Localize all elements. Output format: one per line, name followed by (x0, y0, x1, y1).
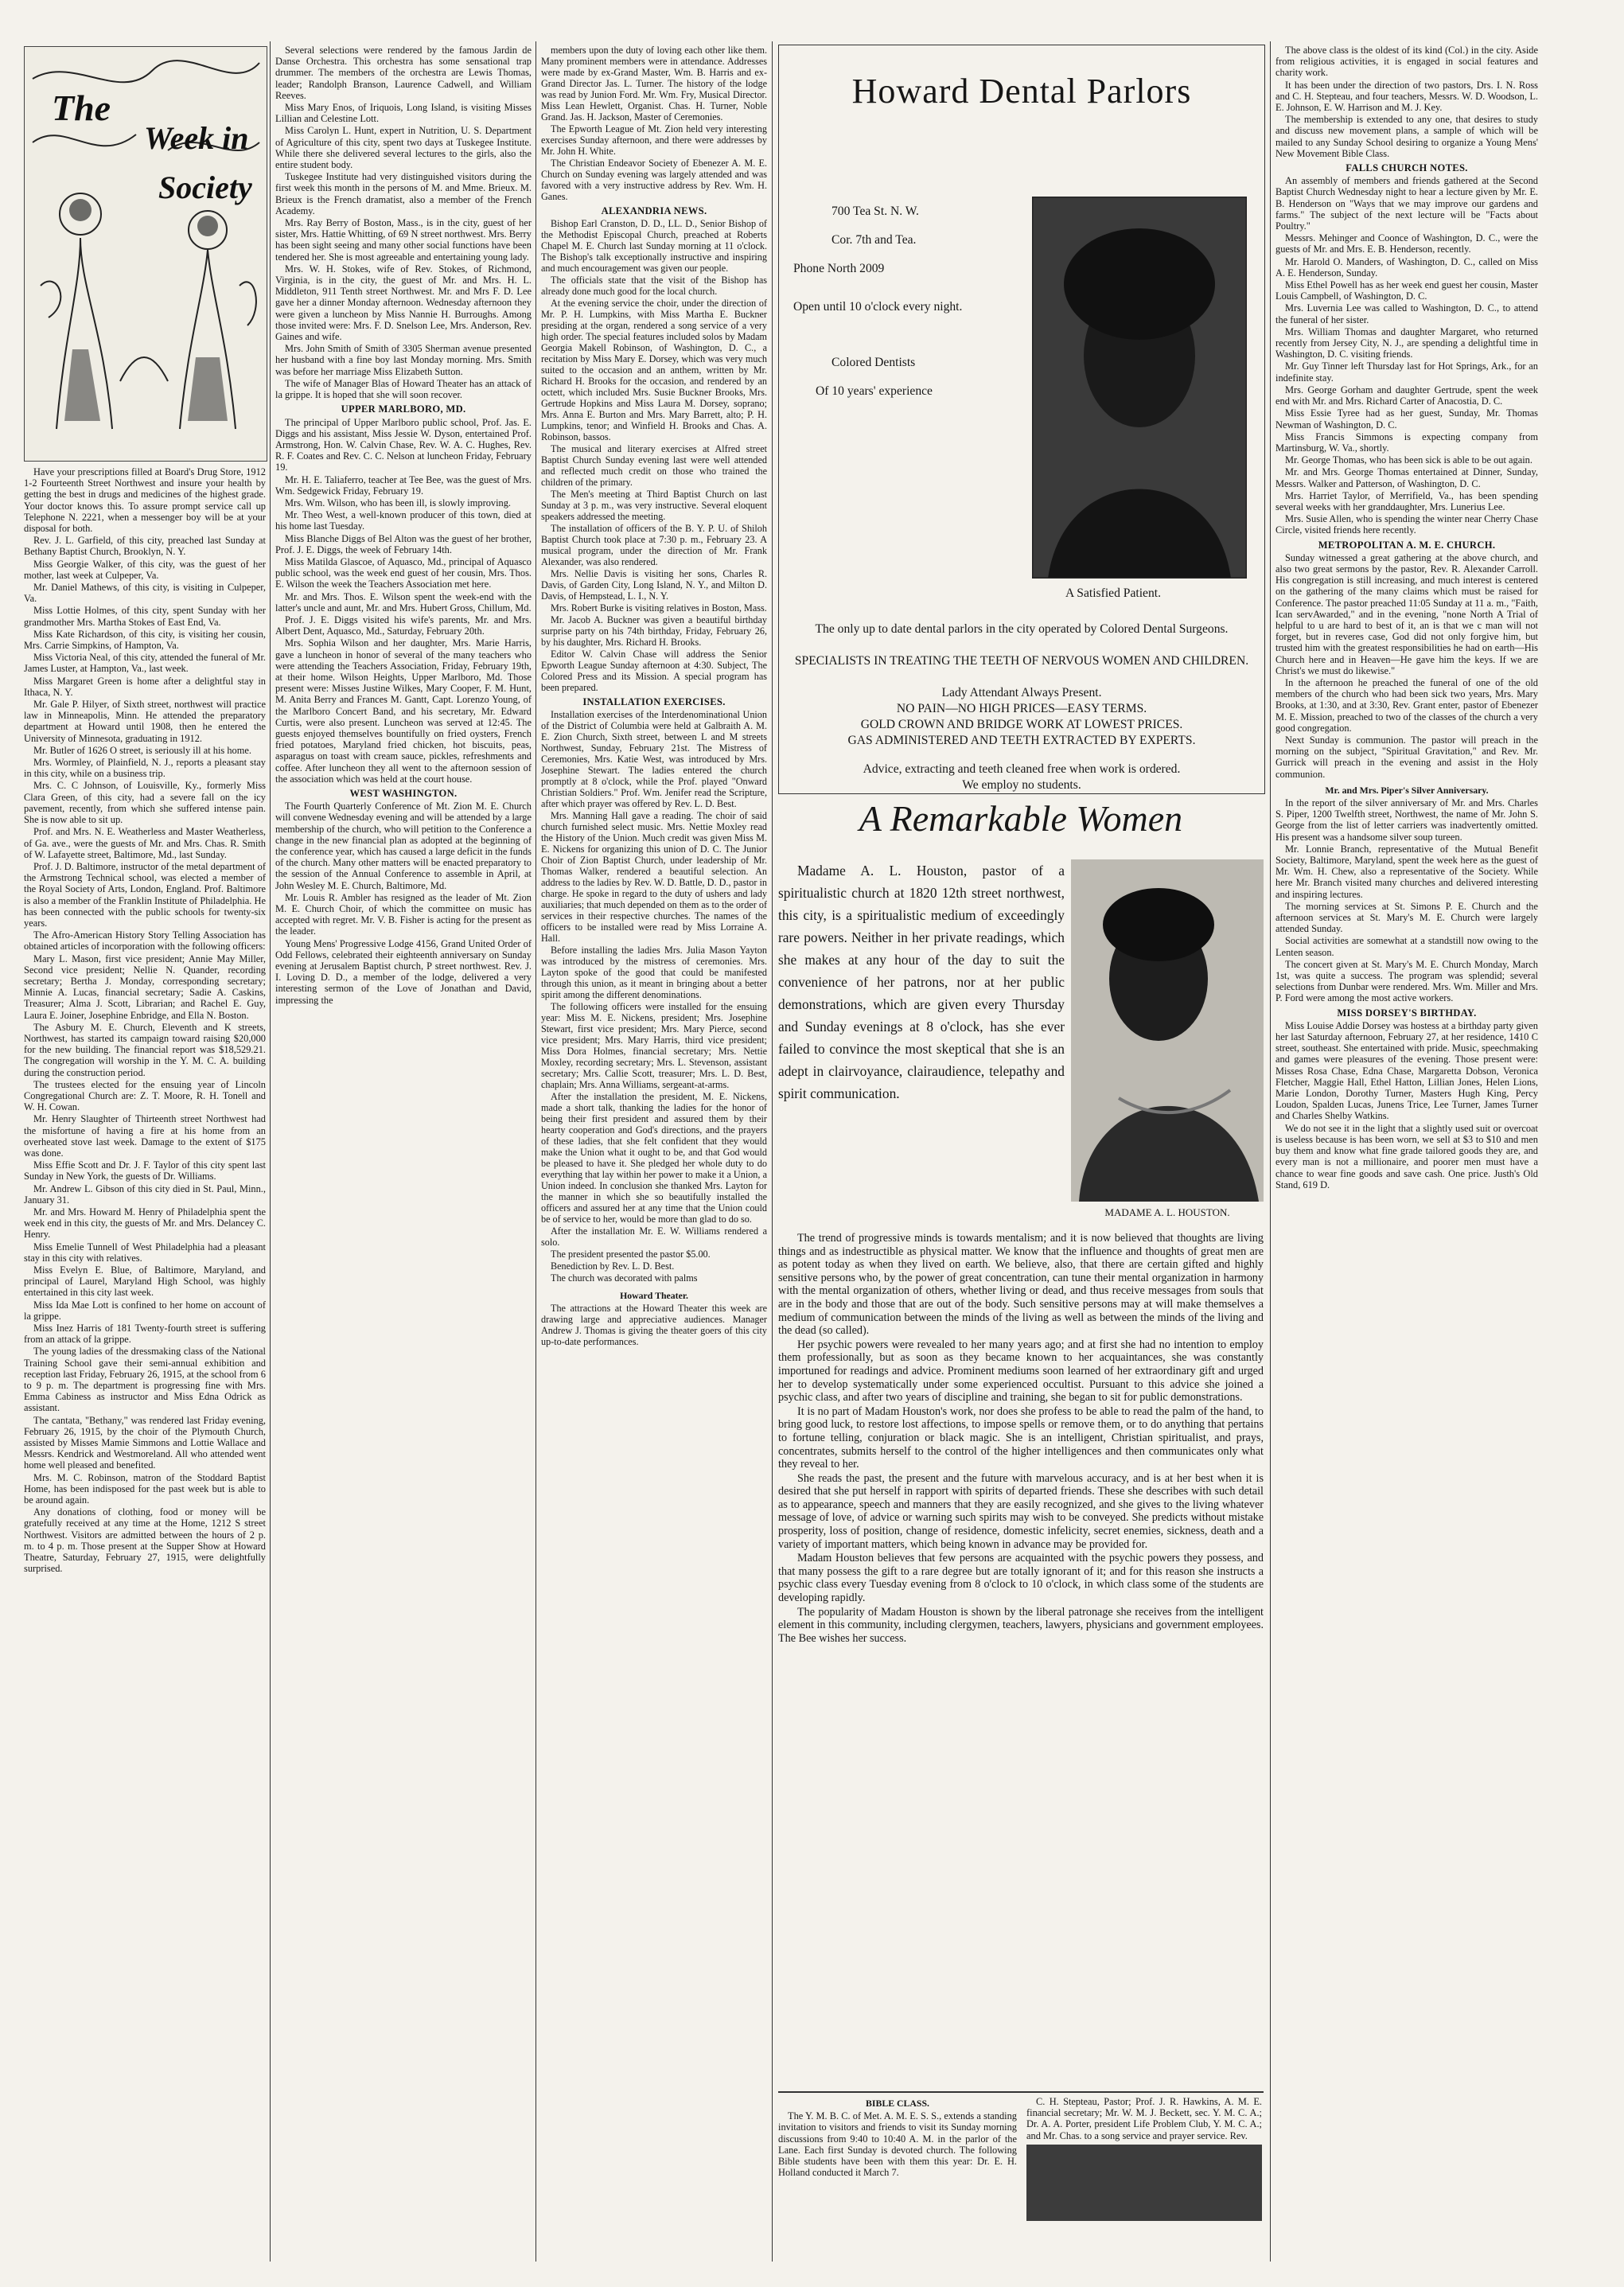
dental-advertisement (778, 45, 1265, 794)
news-paragraph: Sunday witnessed a great gathering at the above church, and also two great sermons by the pastor, Rev. R. Alexander Carroll. His congregation is still increasing, and much interest is centered on the gathering of the many claims which must be raised for Conference. The pastor preached 11:05 Sunday at 11 a. m., "Faith, Ican servAwarded," and in the evening, "none North A Trial of helpful to u are hard to best of it, an is that we c man will not forget, but in reveres case, God did not only forgive him, but trusted him with the greatest responsibilities he had on earth—His Church here and in Heaven—He gave him the keys. If we are Christ's we must do likewise." (1275, 551, 1538, 676)
news-paragraph: The trustees elected for the ensuing year of Lincoln Congregational Church are: Z. T. Moore, R. H. Tonell and W. H. Cowan. (24, 1078, 266, 1113)
news-paragraph: The Asbury M. E. Church, Eleventh and K streets, Northwest, has started its campaign toward raising $20,000 for the new building. The financial report was $18,529.21. The congregation will worship in the Y. M. C. A. building during the construction period. (24, 1021, 266, 1078)
news-paragraph: Miss Essie Tyree had as her guest, Sunday, Mr. Thomas Newman of Washington, D. C. (1275, 407, 1538, 431)
dental-line-4: NO PAIN—NO HIGH PRICES—EASY TERMS. (896, 702, 1147, 715)
howard-theater-notes (541, 1303, 767, 1347)
news-paragraph: The president presented the pastor $5.00. (551, 1249, 711, 1260)
news-paragraph: Miss Carolyn L. Hunt, expert in Nutrition, U. S. Department of Agriculture of this city, spent two days at Tuskegee Institute. While there she delivered several lectures to the girls, also the entire student body. (275, 125, 532, 171)
news-paragraph: Mr. Guy Tinner left Thursday last for Hot Springs, Ark., for an indefinite stay. (1275, 360, 1538, 384)
masthead-word-week: Week in (144, 120, 249, 156)
news-paragraph: Miss Louise Addie Dorsey was hostess at a birthday party given her last Saturday afternoon, February 27, at her residence, 1410 C street, southeast. She entertained with pride. Music, speechmaking and games were pleasures of the evening. Those present were: Misses Rosa Chase, Edna Chase, Margaretta Dobson, Veronica Fletcher, Maggie Hall, Ethel Hatton, Lillian Jones, Helen Lions, Marie London, Dorothy Turner, Masters Hugh King, Percy Loudon, Spalden Lucas, Junens Trice, Lee Turner, James Turner and Charles Shelby Watkins. (1275, 1019, 1538, 1122)
column-1 (24, 466, 266, 2273)
installation-notes (541, 709, 767, 1284)
news-paragraph: Tuskegee Institute had very distinguished visitors during the first week this month in the persons of M. and Mme. Brieux. M. Brieux is the French dramatist, also a member of the French Academy. (275, 171, 532, 216)
upper-marlboro-heading: UPPER MARLBORO, MD. (341, 403, 466, 415)
news-paragraph: The young ladies of the dressmaking class of the National Training School gave their semi-annual exhibition and reception last Friday, February 26, 1915, at the school from 6 to 9 p. m. The department is progressing fine with Mrs. Emma Cabiness as instructor and Miss Edna Odrick as assistant. (24, 1346, 266, 1414)
alexandria-heading: ALEXANDRIA NEWS. (601, 205, 707, 216)
news-paragraph: The cantata, "Bethany," was rendered last Friday evening, February 26, 1915, by the choir of the Plymouth Church, assisted by Misses Mamie Simmons and Lottie Wallace and Messrs. Kendrick and Westmoreland. All who attended went home well pleased and benefited. (24, 1414, 266, 1471)
news-paragraph: Miss Evelyn E. Blue, of Baltimore, Maryland, and principal of Laurel, Maryland High School, was highly entertained in this city last week. (24, 1264, 266, 1299)
dental-experience: Of 10 years' experience (816, 384, 933, 398)
news-paragraph: The following officers were installed for the ensuing year: Miss M. E. Nickens, president; Mrs. Josephine Stewart, first vice president; Mrs. Mary Pierce, second vice president; Mrs. Mary Harris, third vice president; Miss Dora Holmes, financial secretary; Mrs. Nettie Moxley, recording secretary; Mrs. L. Stevenson, assistant secretary; Mrs. Callie Scott, treasurer; Mrs. L. D. Best, chaplain; Mrs. Anna Williams, sergeant-at-arms. (541, 1001, 767, 1090)
news-paragraph: Mr. George Thomas, who has been sick is able to be out again. (1285, 454, 1532, 466)
lodge-notes (541, 45, 767, 202)
masthead-illustration (25, 47, 267, 461)
howard-theater-heading: Howard Theater. (620, 1290, 688, 1301)
news-paragraph: Mrs. George Gorham and daughter Gertrude, spent the week end with Mr. and Mrs. Richard Carter of Anacostia, D. C. (1275, 384, 1538, 407)
satisfied-patient-photo (1032, 197, 1247, 579)
column-rule (535, 41, 536, 2262)
news-paragraph: Benediction by Rev. L. D. Best. (551, 1260, 675, 1272)
madame-houston-caption: MADAME A. L. HOUSTON. (1104, 1206, 1230, 1218)
news-paragraph: Miss Margaret Green is home after a delightful stay in Ithaca, N. Y. (24, 675, 266, 698)
news-paragraph: Mrs. Ray Berry of Boston, Mass., is in the city, guest of her sister, Mrs. Hattie Whitting, of 69 N street northwest. Mrs. Berry has been sight seeing and many other social functions have been tendered her. She is most agreeable and entertaining young lady. (275, 217, 532, 263)
society-notes (24, 466, 266, 1575)
masthead-word-the: The (52, 88, 111, 128)
news-paragraph: Mrs. William Thomas and daughter Margaret, who returned recently from Jersey City, N. J., are spending a delightful time in Washington, D. C. visiting friends. (1275, 325, 1538, 360)
column-rule (270, 41, 271, 2262)
news-paragraph: Mrs. W. H. Stokes, wife of Rev. Stokes, of Richmond, Virginia, is in the city, the guest of Mr. and Mrs. H. L. Middleton, 911 Tenth street Northwest. Mr. and Mrs F. D. Lee gave her a dinner Monday afternoon. Wednesday afternoon they were given a luncheon by Miss Nannie H. Burroughs. Among those invited were: Mrs. F. D. Snelson Lee, Mrs. Anderson, Rev. Gaines and wife. (275, 263, 532, 343)
article-paragraph: Madam Houston believes that few persons are acquainted with the psychic powers they possess, and that many possess the gift to a rare degree but are totally ignorant of it; and for this reason she instructs a psychic class every Tuesday evening from 8 o'clock to 10 o'clock, in which class some of the students are developing rapidly. (778, 1552, 1264, 1605)
bible-class-notes (1275, 45, 1538, 159)
news-paragraph: Miss Kate Richardson, of this city, is visiting her cousin, Mrs. Carrie Simpkins, of Hampton, Va. (24, 628, 266, 652)
bible-class-group-photo (1026, 2145, 1262, 2221)
dental-phone: Phone North 2009 (793, 262, 885, 275)
column-rule (772, 41, 773, 2262)
news-paragraph: Mrs. Wm. Wilson, who has been ill, is slowly improving. (285, 497, 512, 508)
metropolitan-notes (1275, 552, 1538, 780)
satisfied-patient-caption: A Satisfied Patient. (1065, 586, 1161, 600)
news-paragraph: An assembly of members and friends gathered at the Second Baptist Church Wednesday night to hear a lecture given by Mr. E. B. Henderson on "Ways that we may improve our gardens and farms." The subject of the next lecture will be "Facts about Poultry." (1275, 175, 1538, 232)
masthead-word-society: Society (158, 169, 252, 205)
news-paragraph: Several selections were rendered by the famous Jardin de Danse Orchestra. This orchestra has some sensational trap drummer. The members of the orchestra are Lewis Thomas, leader; Randolph Branson, Laurence Cadwell, and William Reeves. (275, 45, 532, 101)
news-paragraph: Miss Blanche Diggs of Bel Alton was the guest of her brother, Prof. J. E. Diggs, the week of February 14th. (275, 532, 532, 555)
news-paragraph: Mrs. Harriet Taylor, of Merrifield, Va., has been spending several weeks with her granddaughter, Mrs. Lunerius Lee. (1275, 489, 1538, 512)
article-paragraph: The popularity of Madam Houston is shown by the liberal patronage she receives from the intelligent element in this community, including clergymen, teachers, lawyers, physicians and government employees. The Bee wishes her success. (778, 1605, 1264, 1645)
news-paragraph: Editor W. Calvin Chase will address the Senior Epworth League Sunday afternoon at 4:30. Subject, The Colored Press and its Mission. A special program has been prepared. (541, 649, 767, 693)
news-paragraph: Miss Ethel Powell has as her week end guest her cousin, Master Louis Campbell, of Washington, D. C. (1275, 279, 1538, 302)
news-paragraph: Mr. Andrew L. Gibson of this city died in St. Paul, Minn., January 31. (24, 1182, 266, 1206)
news-paragraph: Social activities are somewhat at a standstill now owing to the Lenten season. (1275, 935, 1538, 958)
news-paragraph: The above class is the oldest of its kind (Col.) in the city. Aside from religious activities, it is engaged in social features and charity work. (1275, 45, 1538, 79)
remarkable-women-title: A Remarkable Women (859, 798, 1183, 839)
news-paragraph: After the installation Mr. E. W. Williams rendered a solo. (541, 1225, 767, 1248)
news-paragraph: Miss Inez Harris of 181 Twenty-fourth street is suffering from an attack of la grippe. (24, 1323, 266, 1346)
dental-ad-title: Howard Dental Parlors (851, 72, 1192, 111)
news-paragraph: After the installation the president, M. E. Nickens, made a short talk, thanking the ladies for the honor of being their first president and assured them by their hearty cooperation and God's directions, and the prayers of these ladies, that she felt confident that they would make the Union what it ought to be, and that God would be pleased to have it. She pledged her whole duty to do everything that lay within her power to make it a Union, a Union indeed. In conclusion she thanked Mrs. Layton for the manner in which she so beautifully installed the officers and assured her at any time that the Union could be of service to her, would be more than glad to do so. (541, 1091, 767, 1225)
west-washington-notes (275, 801, 532, 1006)
article-paragraph: The trend of progressive minds is towards mentalism; and it is now believed that thoughts are living things and as indestructible as physical matter. We know that the influence and thoughts of great men are as potent today as when they lived on earth. We believe, also, that there are certain gifted and highly sensitive persons who, by the power of great concentration, can tune their mental organization in harmony with the mental organization of others, whether living or dead, and thus receive messages from souls that are in the body and those that are out of the body. Such sensitive persons may at will make themselves a medium of communication between the minds of the living as well as between the minds of the living and the dead (so called). (778, 1232, 1264, 1338)
news-paragraph: Mr. Louis R. Ambler has resigned as the leader of Mt. Zion M. E. Church Choir, of which the committee on music has accepted with regret. Mr. V. B. Fisher is acting for the present as the leader. (275, 891, 532, 937)
news-paragraph: Mr. H. E. Taliaferro, teacher at Tee Bee, was the guest of Mrs. Wm. Sedgewick Friday, February 19. (275, 473, 532, 497)
madame-houston-photo (1071, 859, 1264, 1202)
news-paragraph: Mr. Harold O. Manders, of Washington, D. C., called on Miss A. E. Henderson, Sunday. (1275, 255, 1538, 279)
bible-class-right (1026, 2096, 1262, 2221)
news-paragraph: Miss Ida Mae Lott is confined to her home on account of la grippe. (24, 1299, 266, 1322)
column-4 (1275, 45, 1538, 2273)
bible-class-heading: BIBLE CLASS. (866, 2098, 929, 2109)
news-paragraph: Miss Francis Simmons is expecting company from Martinsburg, W. Va., shortly. (1275, 431, 1538, 454)
news-paragraph: The attractions at the Howard Theater this week are drawing large and appreciative audiences. Manager Andrew J. Thomas is giving the theater goers of this city up-to-date performances. (541, 1303, 767, 1347)
column-rule (1270, 41, 1271, 2262)
news-paragraph: The Men's meeting at Third Baptist Church on last Sunday at 3 p. m., was very instructive. Several eloquent speakers addressed the meeting. (541, 489, 767, 522)
dental-line-6: GAS ADMINISTERED AND TEETH EXTRACTED BY EXPERTS. (847, 734, 1196, 747)
news-paragraph: Mr. Theo West, a well-known producer of this town, died at his home last Tuesday. (275, 509, 532, 532)
remarkable-women-body (778, 1232, 1264, 1646)
dental-line-1: The only up to date dental parlors in the city operated by Colored Dental Surgeons. (815, 622, 1229, 636)
news-paragraph: Mr. and Mrs. Howard M. Henry of Philadelphia spent the week end in this city, the guests of Mr. and Mrs. Delancey C. Henry. (24, 1206, 266, 1241)
bible-class-section (778, 2091, 1264, 2242)
piper-anniversary-heading: Mr. and Mrs. Piper's Silver Anniversary. (1325, 784, 1489, 796)
news-paragraph: The church was decorated with palms (551, 1272, 698, 1284)
news-paragraph: Miss Matilda Glascoe, of Aquasco, Md., principal of Aquasco public school, was the week end guest of her cousin, Mrs. Thos. E. Wilson the week the Teachers Association met here. (275, 555, 532, 590)
news-paragraph: Miss Victoria Neal, of this city, attended the funeral of Mr. James Luster, at Hampton, Va., last week. (24, 652, 266, 675)
west-washington-heading: WEST WASHINGTON. (349, 788, 458, 799)
news-paragraph: Bishop Earl Cranston, D. D., LL. D., Senior Bishop of the Methodist Episcopal Church, preached at Roberts Chapel M. E. Church last Sunday morning at 11 o'clock. The Bishop's talk exceptionally instructive and inspiring and much encouragement was given our people. (541, 218, 767, 274)
article-paragraph: It is no part of Madam Houston's work, nor does she profess to be able to read the palm of the hand, to bring good luck, to restore lost affections, to impose spells or remove them, or to do anything that pertains to fortune telling, conjuration or black magic. She is an intelligent, Christian spiritualist, and prays, concentrates, submits herself to the control of the higher intelligences and then communicates only what they reveal to her. (778, 1405, 1264, 1471)
news-paragraph: Prof. and Mrs. N. E. Weatherless and Master Weatherless, of Ga. ave., were the guests of Mr. and Mrs. Chas. R. Smith of W. Lafayette street, Baltimore, Md., last Sunday. (24, 826, 266, 860)
news-paragraph: Miss Lottie Holmes, of this city, spent Sunday with her grandmother Mrs. Martha Stokes of East End, Va. (24, 605, 266, 628)
bible-class-left (778, 2096, 1017, 2179)
news-paragraph: Mrs. Sophia Wilson and her daughter, Mrs. Marie Harris, gave a luncheon in honor of several of the many teachers who were attending the Teachers Association, Friday, February 19th, at their home. Wilson Heights, Upper Marlboro, Md. Those present were: Misses Justine Wilkes, Mary Cooper, F. M. Hunt, M. Anita Berry and Frances M. Gantt, Capt. Lorenzo Young, of the Marlboro Concert Band, and his secretary, Mr. Edward Curtis, were also present. Luncheon was served at 12:45. The guests enjoyed themselves bountifully on fried oysters, French fried potatoes, Maryland fried chicken, hot biscuits, peas, asparagus on toast with cream sauce, pickles, refreshments and coffee. After luncheon they all went to the afternoon session of the association which was held at the court house. (275, 637, 532, 785)
remarkable-women-paragraphs (778, 1232, 1264, 1645)
news-paragraph: Rev. J. L. Garfield, of this city, preached last Sunday at Bethany Baptist Church, Brooklyn, N. Y. (24, 535, 266, 558)
bible-class-left-text: The Y. M. B. C. of Met. A. M. E. S. S., extends a standing invitation to visitors and friends to visit its Sunday morning discussions from 9:40 to 10:40 A. M. in the parlor of the Lane. Each first Sunday is devoted church. The following Bible students have been with them this year: Dr. E. H. Holland conducted it March 7. (778, 2110, 1017, 2179)
news-paragraph: Mr. and Mrs. Thos. E. Wilson spent the week-end with the latter's uncle and aunt, Mr. and Mrs. Hubert Gross, Chillum, Md. (275, 590, 532, 614)
news-paragraph: Mr. Butler of 1626 O street, is seriously ill at his home. (33, 744, 251, 756)
news-paragraph: Mrs. John Smith of Smith of 3305 Sherman avenue presented her husband with a fine boy last Monday morning. Mrs. Smith was before her marriage Miss Elizabeth Sutton. (275, 343, 532, 377)
news-paragraph: The Afro-American History Story Telling Association has obtained articles of incorporation with the following officers: (24, 929, 266, 953)
piper-anniversary-notes (1275, 797, 1538, 1004)
news-paragraph: Have your prescriptions filled at Board's Drug Store, 1912 1-2 Fourteenth Street Northwest and insure your health by getting the best in drugs and medicines of the highest grade. Your doctor knows this. To assure prompt service call up Telephone N. 2221, when a messenger boy will be at your disposal for both. (24, 466, 266, 535)
article-paragraph: She reads the past, the present and the future with marvelous accuracy, and is at her best when it is desired that she put herself in rapport with spirits of departed friends. These she describes with such detail as to appearance, speech and manners that they are easily recognized, and she gives to the living whatever message of love, of advice or warning such spirits may wish to be conveyed. She predicts without mistake prosperity, loss of position, change of residence, domestic infelicity, secret enemies, sickness, death and a variety of important matters, which being known in advance may be provided for. (778, 1471, 1264, 1551)
news-paragraph: members upon the duty of loving each other like them. Many prominent members were in attendance. Addresses were made by ex-Grand Master, Wm. B. Harris and ex-Grand Director Jas. L. Turner. The history of the lodge was read by Junion Ford. Mr. Wm. Fry, Musical Director. Miss Lean Hewlett, Organist. Chas. H. Turner, Noble Grand. Jas. H. Jackson, Master of Ceremonies. (541, 45, 767, 123)
news-paragraph: Mr. Gale P. Hilyer, of Sixth street, northwest will practice law in Minneapolis, Minn. He attended the preparatory department at Howard until 1908, then he entered the University of Minnesota, graduating in 1912. (24, 699, 266, 744)
news-paragraph: Miss Effie Scott and Dr. J. F. Taylor of this city spent last Sunday in New York, the guests of Dr. Williams. (24, 1159, 266, 1182)
news-paragraph: Mr. Daniel Mathews, of this city, is visiting in Culpeper, Va. (24, 582, 266, 605)
dorsey-birthday-heading: MISS DORSEY'S BIRTHDAY. (1337, 1007, 1477, 1019)
article-paragraph: Her psychic powers were revealed to her many years ago; and at first she had no intention to employ them professionally, but as soon as they became known to her acquaintances, she was constantly importuned for readings and advice. Prominent mediums soon learned of her extraordinary gift and urged her to develop systematically under some experienced occultist. Pursuant to this advice she joined a psychic class, and after two years of discipline and training, she began to sit for public demonstrations. (778, 1338, 1264, 1405)
news-paragraph: The Christian Endeavor Society of Ebenezer A. M. E. Church on Sunday evening was largely attended and was favored with a very instructive address by Rev. Wm. H. Ganes. (541, 158, 767, 202)
news-paragraph: The officials state that the visit of the Bishop has already done much good for the local church. (541, 275, 767, 297)
houston-portrait (1071, 859, 1264, 1202)
upper-marlboro-notes (275, 417, 532, 785)
dental-address-1: 700 Tea St. N. W. (831, 205, 919, 218)
news-paragraph: Mr. Jacob A. Buckner was given a beautiful birthday surprise party on his 74th birthday, Friday, February 26, by his daughter, Mrs. Richard H. Brooks. (541, 614, 767, 648)
news-paragraph: Mr. Henry Slaughter of Thirteenth street Northwest had the misfortune of having a fire at his home from an overheated stove last week. Damage to the extent of $175 was done. (24, 1113, 266, 1159)
news-paragraph: Mrs. Manning Hall gave a reading. The choir of said church furnished select music. Mrs. Nettie Moxley read the History of the Union. Much credit was given Miss M. E. Nickens for organizing this union of D. C. The Junior Choir of Zion Baptist Church, under leadership of Mr. Thomas Walker, rendered a beautiful selection. An address to the ladies by Rev. W. D. Battle, D. D., pastor in charge. He spoke in regard to the duty of ushers and lady auxiliaries; that much depended on them as to the order of services in their respective churches. The names of the officers to be installed were read by Miss Lorraine A. Hall. (541, 810, 767, 944)
news-paragraph: Mrs. Robert Burke is visiting relatives in Boston, Mass. (551, 602, 767, 614)
installation-heading: INSTALLATION EXERCISES. (582, 696, 726, 707)
column-3 (541, 45, 767, 2273)
news-paragraph: The Fourth Quarterly Conference of Mt. Zion M. E. Church will convene Wednesday evening and will be attended by a large membership of the church, who will petition to the Conference a change in the new financial plan as adopted at the beginning of the conference year, which has caused a large deficit in the funds of the church. Many other matters will be enacted preparatory to the session of the Annual Conference to assemble in April, at John Wesley M. E. Church, Baltimore, Md. (275, 801, 532, 891)
news-paragraph: The principal of Upper Marlboro public school, Prof. Jas. E. Diggs and his assistant, Miss Jessie W. Dyson, entertained Prof. Armstrong, Hon. W. Calvin Chase, Rev. W. A. C. Hughes, Rev. R. F. Coates and Rev. C. C. Nelson at luncheon Friday, February 19. (275, 416, 532, 473)
dental-line-5: GOLD CROWN AND BRIDGE WORK AT LOWEST PRICES. (860, 718, 1183, 731)
news-paragraph: Mrs. Luvernia Lee was called to Washington, D. C., to attend the funeral of her sister. (1275, 302, 1538, 325)
news-paragraph: Messrs. Mehinger and Coonce of Washington, D. C., were the guests of Mr. and Mrs. E. B. Henderson, recently. (1275, 232, 1538, 255)
dental-line-3: Lady Attendant Always Present. (941, 686, 1102, 699)
bible-class-right-text: C. H. Stepteau, Pastor; Prof. J. R. Hawkins, A. M. E. financial secretary; Mr. W. M. J. Beckett, sec. Y. M. C. A.; Dr. A. A. Porter, president Life Problem Club, Y. M. C. A.; and Mr. Chas. to a song service and prayer service. Rev. (1026, 2096, 1262, 2141)
news-paragraph: The concert given at St. Mary's M. E. Church Monday, March 1st, was quite a success. The program was splendid; several selections from Dunbar were rendered. Mrs. Wm. Miller and Mrs. P. Ford were among the most active workers. (1275, 958, 1538, 1004)
dental-line-2: SPECIALISTS IN TREATING THE TEETH OF NERVOUS WOMEN AND CHILDREN. (794, 654, 1249, 668)
news-paragraph: Installation exercises of the Interdenominational Union of the District of Columbia were held at Galbraith A. M. E. Zion Church, Sixth street, between L and M streets Northwest, Sunday, February 21st. The Mistress of Ceremonies, Mrs. Katie West, was introduced by Mrs. Josephine Stewart. The ladies entered the church promptly at 8 o'clock, while the Prof. played "Onward Christian Soldiers." Prof. Wm. Jenifer read the Scripture, after which prayer was offered by Rev. L. D. Best. (541, 709, 767, 809)
news-paragraph: Miss Emelie Tunnell of West Philadelphia had a pleasant stay in this city with relatives. (24, 1241, 266, 1264)
news-paragraph: At the evening service the choir, under the direction of Mr. P. H. Lumpkins, with Miss Martha E. Buckner presiding at the organ, rendered a song service of a very high order. The special features included solos by Madam Georgia Makell Robinson, of Washington, D. C., a recitation by Miss Mary E. Dorsey, which was very much suited to the occasion and an anthem, written by Mr. Richard H. Brooks for the occasion, and rendered by an octett, which included Mrs. Susie Buckner Brooks, Mrs. Gertrude Hopkins and Miss Laura M. Dorsey, soprano; Mrs. Anna E. Burton and Mrs. Mary Barrett, alto; P. H. Lumpkins, tenor; and Winfield H. Brooks and Chas. A. Robinson, bassos. (541, 298, 767, 442)
news-paragraph: We do not see it in the light that a slightly used suit or overcoat is useless because is has been worn, we sell at $3 to $10 and men buy them and know what fine grade tailored goods they are, and every man is not a millionaire, and poorer men must have a chance to wear fine goods and save cash. One price. Justh's Old Stand, 619 D. (1275, 1122, 1538, 1190)
column-2 (275, 45, 532, 2273)
news-paragraph: Mrs. Wormley, of Plainfield, N. J., reports a pleasant stay in this city, while on a business trip. (24, 757, 266, 780)
dental-address-2: Cor. 7th and Tea. (831, 233, 917, 247)
alexandria-notes (541, 218, 767, 693)
news-paragraph: Mrs. Susie Allen, who is spending the winter near Cherry Chase Circle, visited friends here recently. (1275, 513, 1538, 536)
news-paragraph: Next Sunday is communion. The pastor will preach in the morning on the subject, "Spiritual Gravitation," and Rev. Mr. Gurrick will preach in the evening and assist in the Holy communion. (1275, 734, 1538, 780)
dorsey-birthday-notes (1275, 1020, 1538, 1190)
dental-colored-dentists: Colored Dentists (831, 356, 916, 369)
news-paragraph: It has been under the direction of two pastors, Drs. I. N. Ross and C. H. Stepteau, and four teachers, Messrs. W. D. Woodson, L. E. Johnson, E. W. Harrison and M. J. Key. (1275, 79, 1538, 114)
news-paragraph: The membership is extended to any one, that desires to study and discuss new movement plans, a sample of which will be mailed to any Sunday School desiring to organize a Young Mens' New Movement Bible Class. (1275, 114, 1538, 159)
falls-church-heading: FALLS CHURCH NOTES. (1346, 162, 1468, 174)
dental-hours: Open until 10 o'clock every night. (793, 300, 963, 314)
society-notes-continued (275, 45, 532, 400)
news-paragraph: The wife of Manager Blas of Howard Theater has an attack of la grippe. It is hoped that she will soon recover. (275, 377, 532, 401)
news-paragraph: Mr. Lonnie Branch, representative of the Mutual Benefit Society, Baltimore, Maryland, spent the week here as the guest of Mr. Wm. H. Chew, also a representative of the Society. While here Mr. Branch visited many churches and delivered interesting and inspiring lectures. (1275, 843, 1538, 900)
dental-line-8: We employ no students. (962, 778, 1081, 792)
news-paragraph: Any donations of clothing, food or money will be gratefully received at any time at the Home, 1212 S street Northwest. Visitors are admitted between the hours of 2 p. m. to 4 p. m. Those present at the Supper Show at Howard Theatre, Saturday, February 27, 1915, were delightfully surprised. (24, 1506, 266, 1575)
dental-line-7: Advice, extracting and teeth cleaned free when work is ordered. (863, 762, 1181, 776)
news-paragraph: Mrs. M. C. Robinson, matron of the Stoddard Baptist Home, has been indisposed for the past week but is able to be around again. (24, 1471, 266, 1506)
news-paragraph: Prof. J. E. Diggs visited his wife's parents, Mr. and Mrs. Albert Dent, Aquasco, Md., Saturday, February 20th. (275, 614, 532, 637)
remarkable-women-lead: Madame A. L. Houston, pastor of a spiritualistic church at 1820 12th street northwest, this city, is a spiritualistic medium of exceedingly rare powers. Neither in her private readings, which she makes at any hour of the day to suit the convenience of her patrons, nor at her public demonstrations, which are given every Thursday and Sunday evenings at 8 o'clock, has she ever failed to convince the most skeptical that she is an adept in clairvoyance, clairaudience, telepathy and spirit communication. (778, 863, 1065, 1101)
falls-church-notes (1275, 175, 1538, 536)
news-paragraph: In the report of the silver anniversary of Mr. and Mrs. Charles S. Piper, 1200 Twelfth street, Northwest, the name of Mr. John S. George from the list of letter carriers was inadvertently omitted. His present was a handsome silver soup tureen. (1275, 797, 1538, 843)
news-paragraph: Miss Georgie Walker, of this city, was the guest of her mother, last week at Culpeper, Va. (24, 558, 266, 581)
news-paragraph: The Epworth League of Mt. Zion held very interesting exercises Sunday afternoon, and there were addresses by Mr. John H. White. (541, 123, 767, 157)
news-paragraph: The installation of officers of the B. Y. P. U. of Shiloh Baptist Church took place at 7:30 p. m., February 23. A musical program, under the direction of Mr. Frank Alexander, was also rendered. (541, 523, 767, 567)
news-paragraph: Miss Mary Enos, of Iriquois, Long Island, is visiting Misses Lillian and Celestine Lott. (275, 102, 532, 125)
news-paragraph: Mary L. Mason, first vice president; Annie May Miller, Second vice president; Nellie N. Quander, recording secretary; Bertha J. Monday, corresponding secretary; Minnie A. Lucas, financial secretary; Sadie A. Caskins, Treasurer; Alma J. Scott, Librarian; and Rachel E. Guy, Laura E. Joiner, Josephine Enbridge, and Ella N. Boston. (24, 953, 266, 1021)
news-paragraph: Young Mens' Progressive Lodge 4156, Grand United Order of Odd Fellows, celebrated their eighteenth anniversary on Sunday evening at Jerusalem Baptist church, P street northwest. Rev. J. I. Loving D. D., a member of the lodge, delivered a very interesting sermon of the Love of Jonathan and David, impressing the (275, 937, 532, 1006)
news-paragraph: Mrs. Nellie Davis is visiting her sons, Charles R. Davis, of Garden City, Long Island, N. Y., and Milton D. Davis, of Hempstead, L. I., N. Y. (541, 568, 767, 602)
week-in-society-masthead (24, 46, 267, 462)
news-paragraph: In the afternoon he preached the funeral of one of the old members of the church who had been sick two years, Mrs. Mary Brooks, at 1:30, and at 3:30, Rev. Grant enter, pastor of Ebenezer M. E. Mission, preached to two of the classes of the church a very good congregation. (1275, 676, 1538, 734)
metropolitan-heading: METROPOLITAN A. M. E. CHURCH. (1318, 539, 1496, 551)
news-paragraph: The morning services at St. Simons P. E. Church and the afternoon services at St. Mary's M. E. Church were largely attended Sunday. (1275, 900, 1538, 935)
news-paragraph: Mrs. C. C Johnson, of Louisville, Ky., formerly Miss Clara Green, of this city, had a severe fall on the icy pavement, recently, from which she suffered intense pain. She is now able to sit up. (24, 780, 266, 826)
patient-portrait (1032, 197, 1247, 579)
news-paragraph: Prof. J. D. Baltimore, instructor of the metal department of the Armstrong Technical school, was elected a member of the Royal Society of Arts, London, England. Prof. Baltimore is also a member of the Franklin Institute of Philadelphia. He has been connected with the public schools for twenty-six years. (24, 860, 266, 929)
news-paragraph: Mr. and Mrs. George Thomas entertained at Dinner, Sunday, Messrs. Walker and Patterson, of Washington, D. C. (1275, 466, 1538, 489)
news-paragraph: Before installing the ladies Mrs. Julia Mason Yayton was introduced by the mistress of ceremonies. Mrs. Layton spoke of the good that could be manifested through this union, as it meant in bringing about a better spirit among the different denominations. (541, 945, 767, 1000)
news-paragraph: The musical and literary exercises at Alfred street Baptist Church Sunday evening last were well attended and reflected much credit on those who trained the children of the primary. (541, 443, 767, 488)
